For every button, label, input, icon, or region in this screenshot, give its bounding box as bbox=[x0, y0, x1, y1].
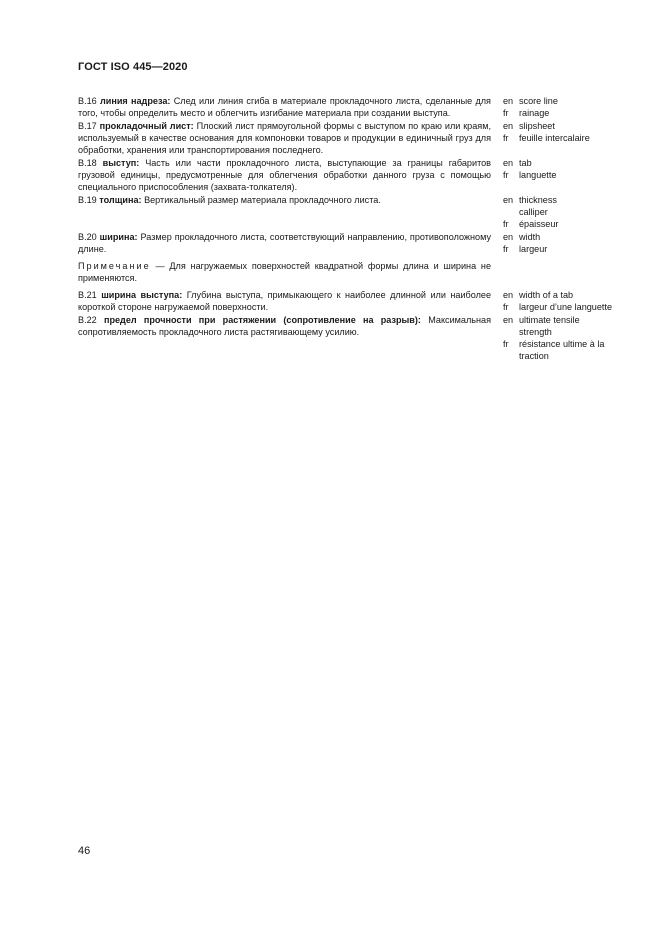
entry-definition: Часть или части прокладочного листа, выступающие за границы габаритов грузовой единицы, предусмотренные для облегчения обработки данного груза с помощью специального приспособления (захвата-толкателя). bbox=[78, 158, 492, 192]
document-header: ГОСТ ISO 445—2020 bbox=[78, 61, 188, 73]
en-equivalent: en thickness bbox=[503, 195, 557, 205]
entry-term: ширина: bbox=[99, 232, 138, 242]
en-equivalent: en tab bbox=[503, 158, 532, 168]
term-entry-b16 bbox=[78, 95, 613, 119]
fr-equivalent: fr résistance ultime à la traction bbox=[503, 339, 605, 361]
en-equivalent: en slipsheet bbox=[503, 121, 555, 131]
note-dash: — bbox=[155, 261, 165, 271]
en-equivalent-alt: calliper bbox=[519, 207, 548, 217]
entry-term: линия надреза: bbox=[99, 96, 171, 106]
fr-equivalent: fr largeur bbox=[503, 244, 548, 254]
term-entry-b22 bbox=[78, 314, 613, 362]
entry-term: прокладочный лист: bbox=[99, 121, 194, 131]
terms-list bbox=[78, 95, 613, 362]
en-equivalent: en width bbox=[503, 232, 541, 242]
entry-term: толщина: bbox=[99, 195, 142, 205]
term-entry-b18 bbox=[78, 157, 613, 193]
fr-equivalent: fr languette bbox=[503, 170, 557, 180]
fr-equivalent: fr largeur d’une languette bbox=[503, 302, 613, 312]
entry-number: B.22 bbox=[78, 315, 97, 325]
en-equivalent: en score line bbox=[503, 96, 558, 106]
note-text: Для нагружаемых поверхностей квадратной формы длина и ширина не применяются. bbox=[78, 261, 492, 283]
fr-equivalent: fr rainage bbox=[503, 108, 550, 118]
entry-number: B.17 bbox=[78, 121, 97, 131]
page-number: 46 bbox=[78, 845, 91, 857]
fr-equivalent: fr feuille intercalaire bbox=[503, 133, 590, 143]
entry-definition: Вертикальный размер материала прокладочного листа. bbox=[144, 195, 381, 205]
entry-number: B.18 bbox=[78, 158, 97, 168]
entry-term: выступ: bbox=[102, 158, 140, 168]
entry-definition: Размер прокладочного листа, соответствующий направлению, противоположному длине. bbox=[78, 232, 491, 254]
entry-term: ширина выступа: bbox=[101, 290, 183, 300]
note-label: Примечание bbox=[78, 261, 151, 271]
entry-definition: Глубина выступа, примыкающего к наиболее длинной или наиболее короткой стороне нагружаемой поверхности. bbox=[78, 290, 492, 312]
term-entry-b19 bbox=[78, 194, 613, 230]
entry-number: B.21 bbox=[78, 290, 97, 300]
note bbox=[78, 260, 491, 284]
entry-definition: Плоский лист прямоугольной формы с выступом по краю или краям, используемый в качестве основания для компоновки товаров и продукции в единичный груз для обработки, хранения или транспортирования последнего. bbox=[78, 121, 491, 155]
entry-definition: След или линия сгиба в материале прокладочного листа, сделанные для того, чтобы определить место и облегчить изгибание материала при создании выступа. bbox=[78, 96, 491, 118]
term-entry-b20 bbox=[78, 231, 613, 255]
term-entry-b21 bbox=[78, 289, 613, 313]
entry-number: B.20 bbox=[78, 232, 97, 242]
entry-number: B.16 bbox=[78, 96, 97, 106]
entry-term: предел прочности при растяжении (сопротивление на разрыв): bbox=[103, 315, 421, 325]
term-entry-b17 bbox=[78, 120, 613, 156]
en-equivalent: en width of a tab bbox=[503, 290, 574, 300]
fr-equivalent: fr épaisseur bbox=[503, 219, 559, 229]
entry-number: B.19 bbox=[78, 195, 97, 205]
en-equivalent: en ultimate tensile strength bbox=[503, 315, 580, 337]
entry-definition: Максимальная сопротивляемость прокладочного листа растягивающему усилию. bbox=[78, 315, 492, 337]
